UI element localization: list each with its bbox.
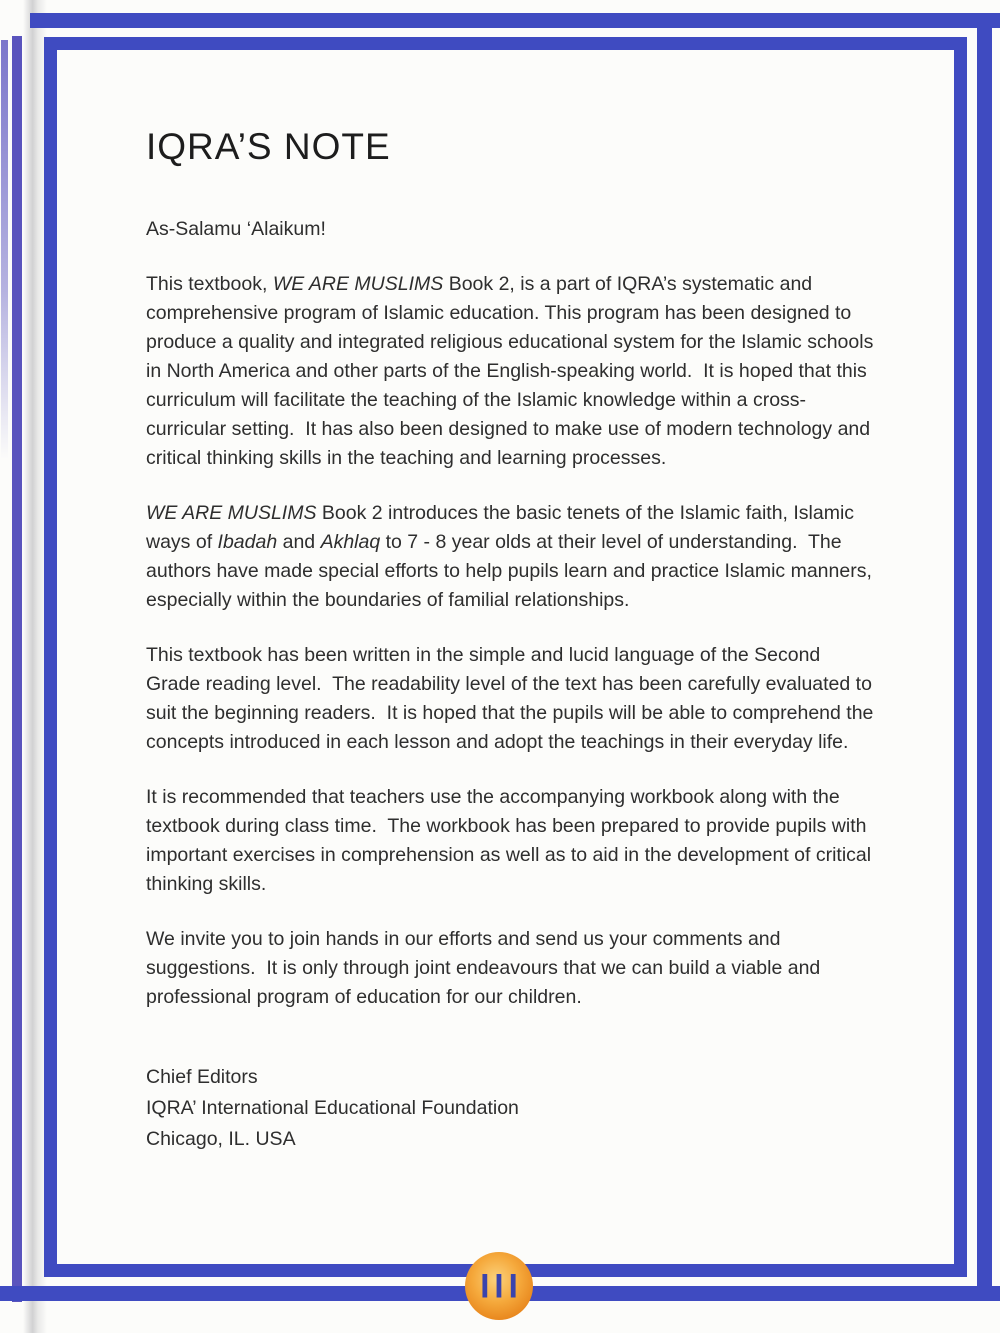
signature-organization: IQRA’ International Educational Foundation [146,1096,519,1119]
facing-page-border-outer [1,40,8,460]
body-paragraph-4: It is recommended that teachers use the accompanying workbook along with the textbook during class time. The workbook has been prepared to provide pupils with important exercises in comprehension as well as to aid in the development of critical thinking skills. [146,785,877,895]
page-content [146,126,879,1155]
signature-location: Chicago, IL. USA [146,1127,296,1150]
facing-page-border-inner [12,36,22,1302]
signature-role: Chief Editors [146,1065,258,1088]
page-number: III [480,1266,523,1305]
outer-border-top [30,13,1000,28]
page-title: IQRA’S NOTE [146,126,391,167]
signature-block [146,1062,874,1155]
body-paragraph-5: We invite you to join hands in our efforts and send us your comments and suggestions. It is only through joint endeavours that we can build a viable and professional program of education for our children. [146,927,826,1008]
page-number-badge [465,1252,533,1320]
salutation-line: As-Salamu ‘Alaikum! [146,217,326,240]
body-paragraph-2: WE ARE MUSLIMS Book 2 introduces the basic tenets of the Islamic faith, Islamic ways of Ibadah and Akhlaq to 7 - 8 year olds at their level of understanding. The authors have made special efforts to help pupils learn and practice Islamic manners, especially within the boundaries of familial relationships. [146,501,878,611]
body-paragraph-1: This textbook, WE ARE MUSLIMS Book 2, is a part of IQRA’s systematic and comprehensive program of Islamic education. This program has been designed to produce a quality and integrated religious educational system for the Islamic schools in North America and other parts of the English-speaking world. It is hoped that this curriculum will facilitate the teaching of the Islamic knowledge within a cross-curricular setting. It has also been designed to make use of modern technology and critical thinking skills in the teaching and learning processes. [146,272,879,469]
outer-border-right [977,13,992,1301]
body-paragraph-3: This textbook has been written in the simple and lucid language of the Second Grade reading level. The readability level of the text has been carefully evaluated to suit the beginning readers. It is hoped that the pupils will be able to comprehend the concepts introduced in each lesson and adopt the teachings in their everyday life. [146,643,879,753]
